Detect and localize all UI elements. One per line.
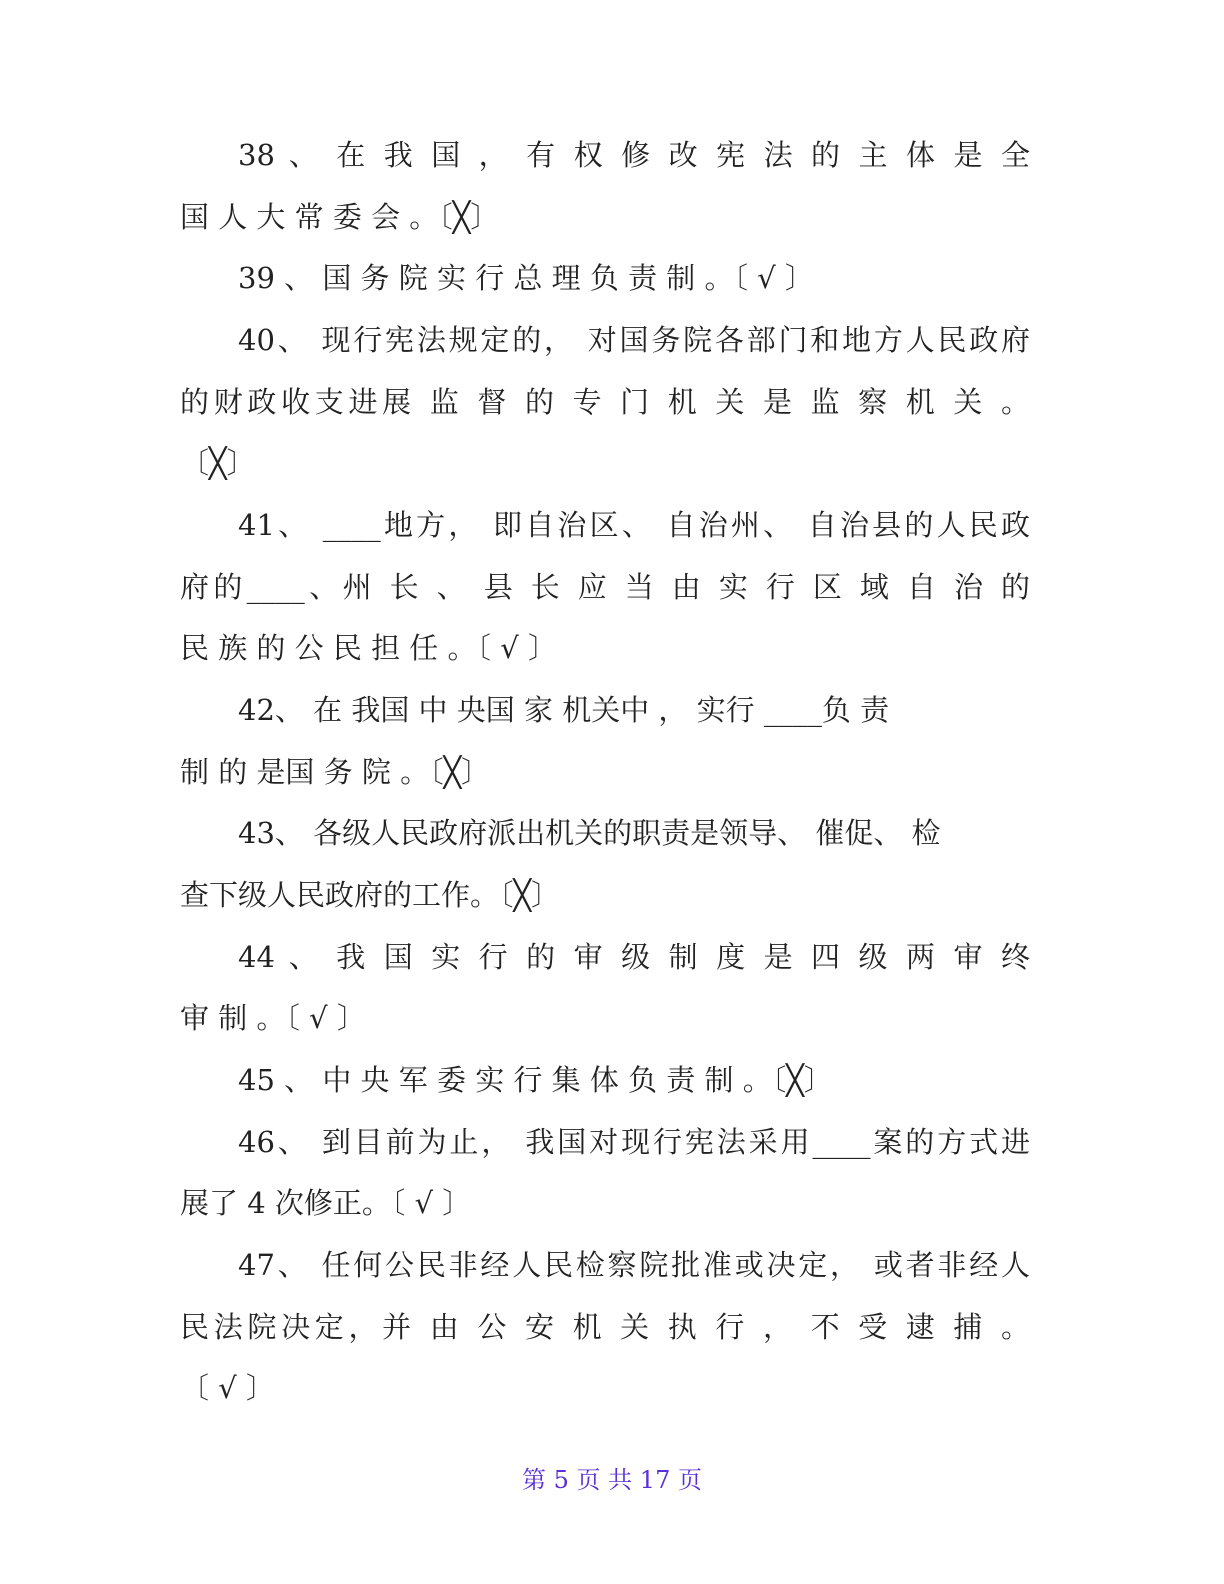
question-40-line-2: 的财政收支进展 监 督 的 专 门 机 关 是 监 察 机 关 。 xyxy=(180,385,1030,419)
question-38-line-2: 国 人 大 常 委 会 。〔╳〕 xyxy=(180,200,500,234)
question-38-line-1: 38 、 在 我 国 ， 有 权 修 改 宪 法 的 主 体 是 全 xyxy=(238,138,1030,172)
page-number-footer: 第 5 页 共 17 页 xyxy=(522,1466,702,1494)
question-46-line-2: 展了 4 次修正。〔 √ 〕 xyxy=(180,1186,472,1220)
question-43-line-1: 43、 各级人民政府派出机关的职责是领导、 催促、 检 xyxy=(238,816,941,850)
question-47-line-1: 47、 任何公民非经人民检察院批准或决定， 或者非经人 xyxy=(238,1248,1030,1282)
question-44-line-2: 审 制 。〔 √ 〕 xyxy=(180,1001,366,1035)
question-41-line-2: 府的____、州 长 、 县 长 应 当 由 实 行 区 域 自 治 的 xyxy=(180,570,1030,604)
question-41-line-1: 41、 ____地方， 即自治区、 自治州、 自治县的人民政 xyxy=(238,508,1030,542)
question-43-line-2: 查下级人民政府的工作。〔╳〕 xyxy=(180,878,560,912)
question-45-line-1: 45 、 中 央 军 委 实 行 集 体 负 责 制 。〔╳〕 xyxy=(238,1063,833,1097)
question-39-line-1: 39 、 国 务 院 实 行 总 理 负 责 制 。〔 √ 〕 xyxy=(238,261,814,295)
question-46-line-1: 46、 到目前为止， 我国对现行宪法采用____案的方式进 xyxy=(238,1125,1030,1159)
question-40-answer: 〔╳〕 xyxy=(180,446,256,480)
question-42-line-1: 42、 在 我国 中 央国 家 机关中 ， 实行 ____负 责 xyxy=(238,693,890,727)
question-44-line-1: 44 、 我 国 实 行 的 审 级 制 度 是 四 级 两 审 终 xyxy=(238,940,1030,974)
question-47-line-2: 民法院决定，并 由 公 安 机 关 执 行 ， 不 受 逮 捕 。 xyxy=(180,1310,1030,1344)
question-47-answer: 〔 √ 〕 xyxy=(180,1371,275,1405)
question-40-line-1: 40、 现行宪法规定的， 对国务院各部门和地方人民政府 xyxy=(238,323,1030,357)
question-41-line-3: 民 族 的 公 民 担 任 。〔 √ 〕 xyxy=(180,631,557,665)
question-42-line-2: 制 的 是国 务 院 。〔╳〕 xyxy=(180,755,491,789)
